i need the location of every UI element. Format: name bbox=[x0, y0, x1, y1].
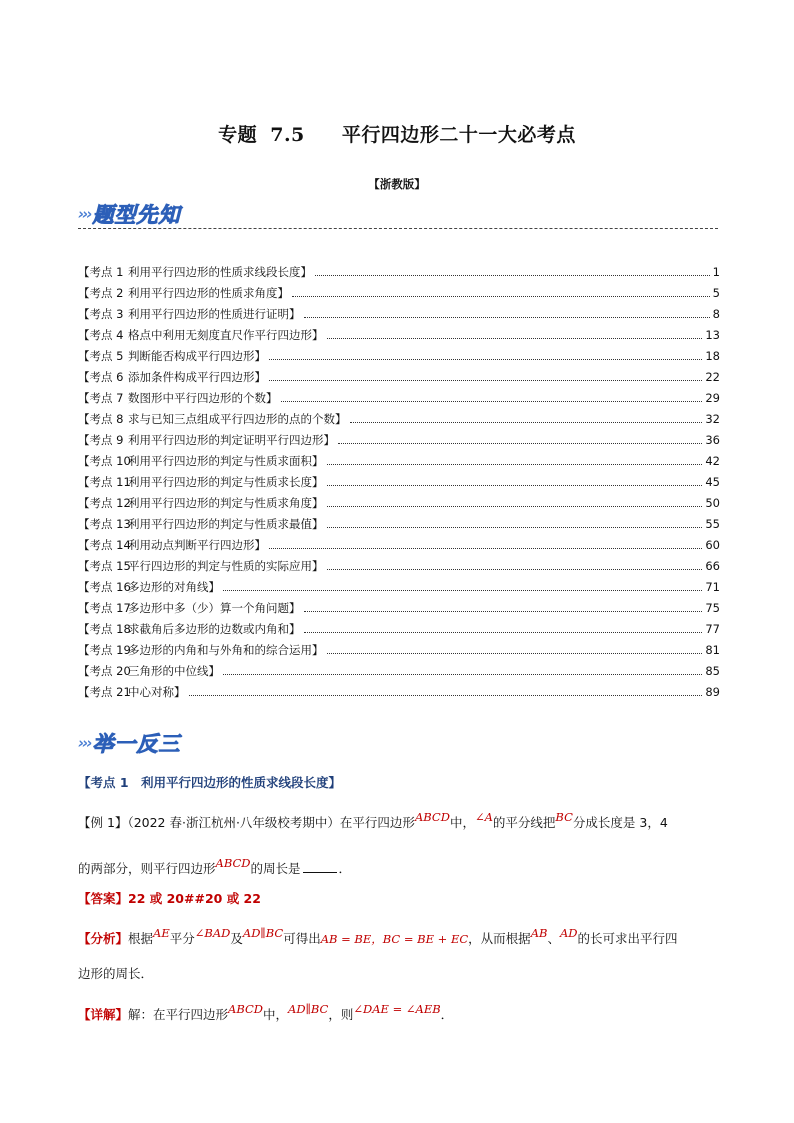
toc-entry-label bbox=[78, 664, 220, 678]
answer-label: 【答案】 bbox=[78, 891, 129, 906]
toc-entry-label bbox=[78, 307, 301, 321]
toc-entry[interactable] bbox=[78, 552, 720, 573]
toc-entry[interactable] bbox=[78, 405, 720, 426]
toc-entry-title: 利用平行四边形的判定证明平行四边形】 bbox=[128, 433, 335, 447]
toc-entry-page: 32 bbox=[705, 412, 720, 426]
answer-line bbox=[78, 889, 718, 907]
toc-entry-title: 多边形中多（少）算一个角问题】 bbox=[128, 601, 301, 615]
toc-entry-page: 71 bbox=[705, 580, 720, 594]
banner-arrows-icon: ››› bbox=[78, 734, 91, 752]
toc-entry-number: 【考点 21 bbox=[78, 685, 131, 699]
toc-leader-dots bbox=[281, 400, 703, 402]
analysis-paragraph-line2 bbox=[78, 964, 718, 982]
math-ad-parallel-bc: AD∥BC bbox=[242, 926, 284, 940]
toc-leader-dots bbox=[269, 547, 702, 549]
toc-entry-label bbox=[78, 496, 324, 510]
math-abcd: ABCD bbox=[414, 810, 450, 824]
toc-entry-label bbox=[78, 643, 324, 657]
example-text: ． bbox=[338, 861, 352, 876]
toc-entry[interactable] bbox=[78, 489, 720, 510]
toc-entry-label bbox=[78, 580, 220, 594]
analysis-label: 【分析】 bbox=[78, 931, 129, 946]
banner-preview-text: 题型先知 bbox=[92, 203, 181, 227]
toc-leader-dots bbox=[189, 694, 703, 696]
toc-leader-dots bbox=[327, 484, 703, 486]
toc-entry-page: 66 bbox=[705, 559, 720, 573]
toc-entry-title: 利用平行四边形的判定与性质求最值】 bbox=[128, 517, 324, 531]
math-angle-bad: ∠BAD bbox=[194, 926, 231, 940]
example-problem-line2 bbox=[78, 858, 718, 880]
toc-entry-title: 添加条件构成平行四边形】 bbox=[128, 370, 266, 384]
toc-entry-number: 【考点 16 bbox=[78, 580, 131, 594]
toc-entry-label bbox=[78, 328, 324, 342]
toc-entry-label bbox=[78, 601, 301, 615]
toc-entry-number: 【考点 11 bbox=[78, 475, 131, 489]
example-source: （2022 春·浙江杭州·八年级校考期中） bbox=[127, 815, 340, 830]
math-abcd: ABCD bbox=[215, 856, 251, 870]
toc-entry-number: 【考点 19 bbox=[78, 643, 131, 657]
example-text: 中， bbox=[449, 815, 475, 830]
toc-entry-title: 判断能否构成平行四边形】 bbox=[128, 349, 266, 363]
toc-entry[interactable] bbox=[78, 321, 720, 342]
example-text: 在平行四边形 bbox=[339, 815, 415, 830]
example-text: 的周长是 bbox=[250, 861, 301, 876]
toc-entry-label bbox=[78, 685, 186, 699]
table-of-contents bbox=[78, 258, 720, 699]
banner-arrows-icon: ››› bbox=[78, 205, 91, 223]
toc-leader-dots bbox=[269, 379, 702, 381]
toc-leader-dots bbox=[223, 589, 702, 591]
toc-entry-number: 【考点 10 bbox=[78, 454, 131, 468]
toc-entry-page: 50 bbox=[705, 496, 720, 510]
math-bc: BC bbox=[555, 810, 573, 824]
analysis-text: ，从而根据 bbox=[468, 931, 531, 946]
toc-entry-number: 【考点 3 bbox=[78, 307, 124, 321]
banner-practice-text: 举一反三 bbox=[92, 732, 181, 756]
toc-entry-page: 1 bbox=[712, 265, 720, 279]
toc-entry-page: 18 bbox=[705, 349, 720, 363]
toc-entry-number: 【考点 17 bbox=[78, 601, 131, 615]
analysis-text: 的长可求出平行四 bbox=[577, 931, 678, 946]
toc-entry[interactable] bbox=[78, 279, 720, 300]
toc-entry-label bbox=[78, 622, 301, 636]
detail-text: ，则 bbox=[328, 1007, 354, 1022]
example-text: 的平分线把 bbox=[492, 815, 556, 830]
toc-entry-title: 中心对称】 bbox=[128, 685, 186, 699]
toc-entry-title: 利用平行四边形的性质求线段长度】 bbox=[128, 265, 312, 279]
edition-label: 【浙教版】 bbox=[368, 177, 426, 191]
banner-divider bbox=[78, 228, 718, 229]
toc-entry-title: 格点中利用无刻度直尺作平行四边形】 bbox=[128, 328, 324, 342]
toc-leader-dots bbox=[269, 358, 702, 360]
toc-entry[interactable] bbox=[78, 510, 720, 531]
toc-entry-number: 【考点 18 bbox=[78, 622, 131, 636]
toc-entry-title: 利用平行四边形的判定与性质求长度】 bbox=[128, 475, 324, 489]
toc-entry[interactable] bbox=[78, 342, 720, 363]
toc-entry-label bbox=[78, 286, 289, 300]
math-angle-a: ∠A bbox=[474, 810, 493, 824]
toc-entry-number: 【考点 7 bbox=[78, 391, 124, 405]
analysis-text: 边形的周长． bbox=[78, 966, 154, 981]
detail-paragraph bbox=[78, 1004, 718, 1026]
example-label: 【例 1】 bbox=[78, 815, 128, 830]
toc-entry-number: 【考点 4 bbox=[78, 328, 124, 342]
toc-entry-page: 8 bbox=[712, 307, 720, 321]
toc-entry-title: 利用平行四边形的判定与性质求角度】 bbox=[128, 496, 324, 510]
toc-entry-label bbox=[78, 265, 312, 279]
math-equations: AB = BE，BC = BE + EC bbox=[320, 932, 469, 946]
toc-entry-label bbox=[78, 475, 324, 489]
toc-leader-dots bbox=[327, 463, 703, 465]
toc-entry-title: 求截角后多边形的边数或内角和】 bbox=[128, 622, 301, 636]
math-ad: AD bbox=[559, 926, 578, 940]
banner-preview bbox=[78, 201, 181, 227]
analysis-paragraph bbox=[78, 928, 718, 950]
toc-entry-label bbox=[78, 517, 324, 531]
toc-entry-page: 89 bbox=[705, 685, 720, 699]
toc-entry[interactable] bbox=[78, 657, 720, 678]
title-number: 7.5 bbox=[270, 124, 305, 146]
math-ae: AE bbox=[153, 926, 170, 940]
banner-practice bbox=[78, 730, 181, 756]
toc-entry[interactable] bbox=[78, 363, 720, 384]
math-abcd: ABCD bbox=[228, 1002, 264, 1016]
section-heading: 【考点 1 利用平行四边形的性质求线段长度】 bbox=[78, 775, 342, 790]
toc-entry[interactable] bbox=[78, 531, 720, 552]
toc-entry-number: 【考点 20 bbox=[78, 664, 131, 678]
toc-entry-number: 【考点 6 bbox=[78, 370, 124, 384]
answer-blank bbox=[303, 872, 337, 873]
toc-entry-number: 【考点 14 bbox=[78, 538, 131, 552]
analysis-text: 、 bbox=[547, 931, 560, 946]
toc-leader-dots bbox=[327, 505, 703, 507]
toc-entry-page: 13 bbox=[705, 328, 720, 342]
toc-entry-title: 利用平行四边形的性质求角度】 bbox=[128, 286, 289, 300]
toc-entry-label bbox=[78, 412, 347, 426]
toc-entry-number: 【考点 2 bbox=[78, 286, 124, 300]
answer-value: 22 或 20##20 或 22 bbox=[128, 891, 261, 906]
toc-leader-dots bbox=[315, 274, 710, 276]
toc-leader-dots bbox=[304, 631, 703, 633]
toc-entry-page: 77 bbox=[705, 622, 720, 636]
toc-entry-page: 85 bbox=[705, 664, 720, 678]
analysis-text: 及 bbox=[230, 931, 243, 946]
toc-leader-dots bbox=[304, 316, 710, 318]
analysis-text: 平分 bbox=[169, 931, 195, 946]
title-prefix: 专题 bbox=[218, 124, 258, 146]
toc-entry-title: 多边形的对角线】 bbox=[128, 580, 220, 594]
toc-entry[interactable] bbox=[78, 300, 720, 321]
toc-entry-page: 75 bbox=[705, 601, 720, 615]
toc-entry[interactable] bbox=[78, 615, 720, 636]
example-text: 的两部分，则平行四边形 bbox=[78, 861, 216, 876]
example-text: 分成长度是 3，4 bbox=[572, 815, 668, 830]
toc-entry[interactable] bbox=[78, 258, 720, 279]
toc-entry-title: 三角形的中位线】 bbox=[128, 664, 220, 678]
toc-leader-dots bbox=[292, 295, 710, 297]
toc-leader-dots bbox=[327, 337, 703, 339]
toc-entry[interactable] bbox=[78, 573, 720, 594]
toc-entry-number: 【考点 13 bbox=[78, 517, 131, 531]
toc-entry[interactable] bbox=[78, 678, 720, 699]
toc-entry[interactable] bbox=[78, 594, 720, 615]
toc-entry-label bbox=[78, 538, 266, 552]
math-ad-parallel-bc: AD∥BC bbox=[288, 1002, 329, 1016]
toc-entry-number: 【考点 12 bbox=[78, 496, 131, 510]
toc-entry-title: 利用动点判断平行四边形】 bbox=[128, 538, 266, 552]
toc-entry[interactable] bbox=[78, 468, 720, 489]
detail-text: ． bbox=[440, 1007, 454, 1022]
toc-entry[interactable] bbox=[78, 636, 720, 657]
example-problem bbox=[78, 812, 718, 834]
toc-entry-page: 36 bbox=[705, 433, 720, 447]
toc-entry-page: 55 bbox=[705, 517, 720, 531]
toc-leader-dots bbox=[327, 652, 703, 654]
toc-entry-title: 数图形中平行四边形的个数】 bbox=[128, 391, 278, 405]
analysis-text: 可得出 bbox=[283, 931, 321, 946]
toc-entry-title: 平行四边形的判定与性质的实际应用】 bbox=[128, 559, 324, 573]
toc-entry-number: 【考点 9 bbox=[78, 433, 124, 447]
toc-entry-label bbox=[78, 349, 266, 363]
toc-entry-title: 求与已知三点组成平行四边形的点的个数】 bbox=[128, 412, 347, 426]
toc-entry-label bbox=[78, 370, 266, 384]
analysis-text: 根据 bbox=[128, 931, 154, 946]
toc-entry-label bbox=[78, 391, 278, 405]
toc-entry-label bbox=[78, 433, 335, 447]
toc-leader-dots bbox=[327, 568, 703, 570]
toc-entry-title: 利用平行四边形的性质进行证明】 bbox=[128, 307, 301, 321]
toc-entry-label bbox=[78, 454, 324, 468]
title-text: 平行四边形二十一大必考点 bbox=[341, 124, 576, 146]
toc-leader-dots bbox=[327, 526, 703, 528]
toc-entry-number: 【考点 1 bbox=[78, 265, 124, 279]
detail-label: 【详解】 bbox=[78, 1007, 129, 1022]
toc-entry-number: 【考点 8 bbox=[78, 412, 124, 426]
toc-entry-title: 多边形的内角和与外角和的综合运用】 bbox=[128, 643, 324, 657]
page-title bbox=[0, 120, 794, 147]
toc-entry-page: 22 bbox=[705, 370, 720, 384]
toc-leader-dots bbox=[338, 442, 702, 444]
toc-entry-page: 60 bbox=[705, 538, 720, 552]
toc-entry-title: 利用平行四边形的判定与性质求面积】 bbox=[128, 454, 324, 468]
math-angle-equality: ∠DAE = ∠AEB bbox=[353, 1002, 441, 1016]
detail-text: 中， bbox=[263, 1007, 289, 1022]
toc-entry-page: 81 bbox=[705, 643, 720, 657]
toc-entry-page: 5 bbox=[712, 286, 720, 300]
toc-entry[interactable] bbox=[78, 384, 720, 405]
detail-text: 解：在平行四边形 bbox=[128, 1007, 229, 1022]
toc-entry-page: 42 bbox=[705, 454, 720, 468]
toc-entry-number: 【考点 5 bbox=[78, 349, 124, 363]
toc-leader-dots bbox=[223, 673, 702, 675]
toc-leader-dots bbox=[304, 610, 703, 612]
math-ab: AB bbox=[530, 926, 548, 940]
toc-entry[interactable] bbox=[78, 447, 720, 468]
toc-entry-number: 【考点 15 bbox=[78, 559, 131, 573]
toc-entry-label bbox=[78, 559, 324, 573]
toc-entry-page: 29 bbox=[705, 391, 720, 405]
toc-entry-page: 45 bbox=[705, 475, 720, 489]
toc-leader-dots bbox=[350, 421, 703, 423]
toc-entry[interactable] bbox=[78, 426, 720, 447]
